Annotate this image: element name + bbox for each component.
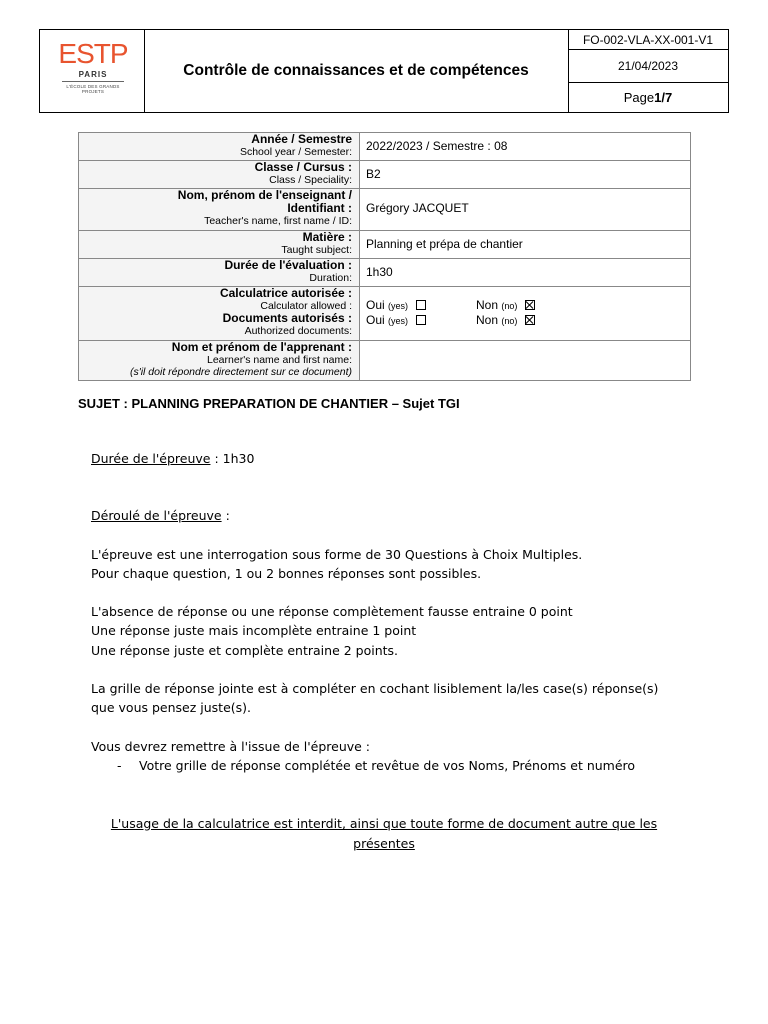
duration-label <box>79 259 360 287</box>
docs-non-en: (no) <box>501 315 518 326</box>
paragraph-6: La grille de réponse jointe est à compléter en cochant lisiblement la/les case(s) réponse(s) <box>91 681 659 697</box>
logo-city: PARIS <box>78 70 108 79</box>
duration-line <box>91 449 671 468</box>
logo-brand: ESTP <box>58 38 128 69</box>
exam-info-table <box>78 132 691 381</box>
teacher-label-fr2: Identifiant : <box>287 201 352 215</box>
subject-label-en: Taught subject: <box>281 244 352 256</box>
teacher-label <box>79 189 360 231</box>
learner-name-field[interactable] <box>360 341 691 381</box>
instructions-body <box>91 449 671 775</box>
document-header <box>39 29 729 113</box>
docs-oui-label: Oui <box>366 312 385 327</box>
calc-oui-label: Oui <box>366 297 385 312</box>
paragraph-4: Une réponse juste mais incomplète entraine 1 point <box>91 623 417 639</box>
paragraph-1: L'épreuve est une interrogation sous forme de 30 Questions à Choix Multiples. <box>91 546 583 562</box>
paragraph-5: Une réponse juste et complète entraine 2 points. <box>91 642 399 658</box>
document-meta <box>568 30 728 112</box>
calc-oui-en: (yes) <box>388 300 409 311</box>
class-label-en: Class / Speciality: <box>269 174 352 186</box>
class-value: B2 <box>360 161 691 189</box>
paragraph-7: que vous pensez juste(s). <box>91 700 251 716</box>
calc-choice <box>366 297 690 312</box>
duration-label-en: Duration: <box>309 272 352 284</box>
spacer <box>91 487 671 506</box>
teacher-value: Grégory JACQUET <box>360 189 691 231</box>
docs-oui-en: (yes) <box>388 315 409 326</box>
calculator-warning: L'usage de la calculatrice est interdit, ainsi que toute forme de document autre que les présentes <box>110 816 658 851</box>
class-label-fr: Classe / Cursus : <box>254 160 352 174</box>
spacer <box>91 468 671 487</box>
year-label-fr: Année / Semestre <box>251 132 352 146</box>
document-title: Contrôle de connaissances et de compétences <box>144 30 569 112</box>
exam-subject-heading: SUJET : PLANNING PREPARATION DE CHANTIER – Sujet TGI <box>78 396 460 411</box>
year-label-en: School year / Semester: <box>239 146 352 158</box>
docs-non-label: Non <box>476 312 499 327</box>
subject-value: Planning et prépa de chantier <box>360 231 691 259</box>
learner-label <box>79 341 360 381</box>
row-permissions <box>79 287 691 341</box>
learner-label-en: Learner's name and first name: <box>207 354 352 366</box>
estp-logo <box>56 40 130 94</box>
process-line-suffix: : <box>221 508 230 524</box>
docs-non-checkbox[interactable] <box>525 315 535 325</box>
calc-non-label: Non <box>476 297 499 312</box>
paragraph-2: Pour chaque question, 1 ou 2 bonnes réponses sont possibles. <box>91 565 482 581</box>
duration-line-value: : 1h30 <box>210 451 255 466</box>
list-item-text: Votre grille de réponse complétée et revêtue de vos Noms, Prénoms et numéro <box>139 757 636 773</box>
docs-label-fr: Documents autorisés : <box>222 311 352 325</box>
year-value: 2022/2023 / Semestre : 08 <box>360 133 691 161</box>
row-class <box>79 161 691 189</box>
list-item <box>91 756 671 775</box>
learner-note: (s'il doit répondre directement sur ce document) <box>129 366 352 378</box>
calc-oui <box>366 298 476 312</box>
class-label <box>79 161 360 189</box>
calc-label-en: Calculator allowed : <box>260 300 352 312</box>
year-label <box>79 133 360 161</box>
paragraph-8: Vous devrez remettre à l'issue de l'épreuve : <box>91 738 371 754</box>
spacer <box>91 526 671 545</box>
logo-cell <box>40 30 145 112</box>
teacher-label-fr1: Nom, prénom de l'enseignant / <box>177 188 352 202</box>
page-number <box>568 83 728 112</box>
duration-label-fr: Durée de l'évaluation : <box>224 258 352 272</box>
docs-label-en: Authorized documents: <box>244 325 352 337</box>
list-dash: - <box>117 757 122 773</box>
calc-non-en: (no) <box>501 300 518 311</box>
duration-value: 1h30 <box>360 259 691 287</box>
row-learner <box>79 341 691 381</box>
teacher-label-en: Teacher's name, first name / ID: <box>204 215 352 227</box>
permissions-value <box>360 287 691 341</box>
calc-non <box>476 298 535 312</box>
row-subject <box>79 231 691 259</box>
subject-label <box>79 231 360 259</box>
logo-tagline: L'ÉCOLE DES GRANDS PROJETS <box>66 84 120 94</box>
permissions-label <box>79 287 360 341</box>
document-date: 21/04/2023 <box>568 50 728 83</box>
learner-label-fr: Nom et prénom de l'apprenant : <box>171 340 352 354</box>
calc-oui-checkbox[interactable] <box>416 300 426 310</box>
row-year <box>79 133 691 161</box>
docs-oui <box>366 313 476 327</box>
duration-line-label: Durée de l'épreuve <box>91 451 211 466</box>
row-duration <box>79 259 691 287</box>
process-line-label: Déroulé de l'épreuve <box>91 508 222 524</box>
logo-rule <box>62 81 124 82</box>
process-line <box>91 506 671 525</box>
spacer <box>91 660 671 679</box>
row-teacher <box>79 189 691 231</box>
docs-oui-checkbox[interactable] <box>416 315 426 325</box>
calc-label-fr: Calculatrice autorisée : <box>219 286 352 300</box>
docs-non <box>476 313 535 327</box>
document-reference: FO-002-VLA-XX-001-V1 <box>568 30 728 50</box>
subject-label-fr: Matière : <box>302 230 352 244</box>
paragraph-3: L'absence de réponse ou une réponse complètement fausse entraine 0 point <box>91 604 573 620</box>
spacer <box>91 718 671 737</box>
page-num: 1/7 <box>654 90 673 105</box>
spacer <box>91 583 671 602</box>
docs-choice <box>366 312 690 327</box>
calc-non-checkbox[interactable] <box>525 300 535 310</box>
page-prefix: Page <box>623 90 655 105</box>
